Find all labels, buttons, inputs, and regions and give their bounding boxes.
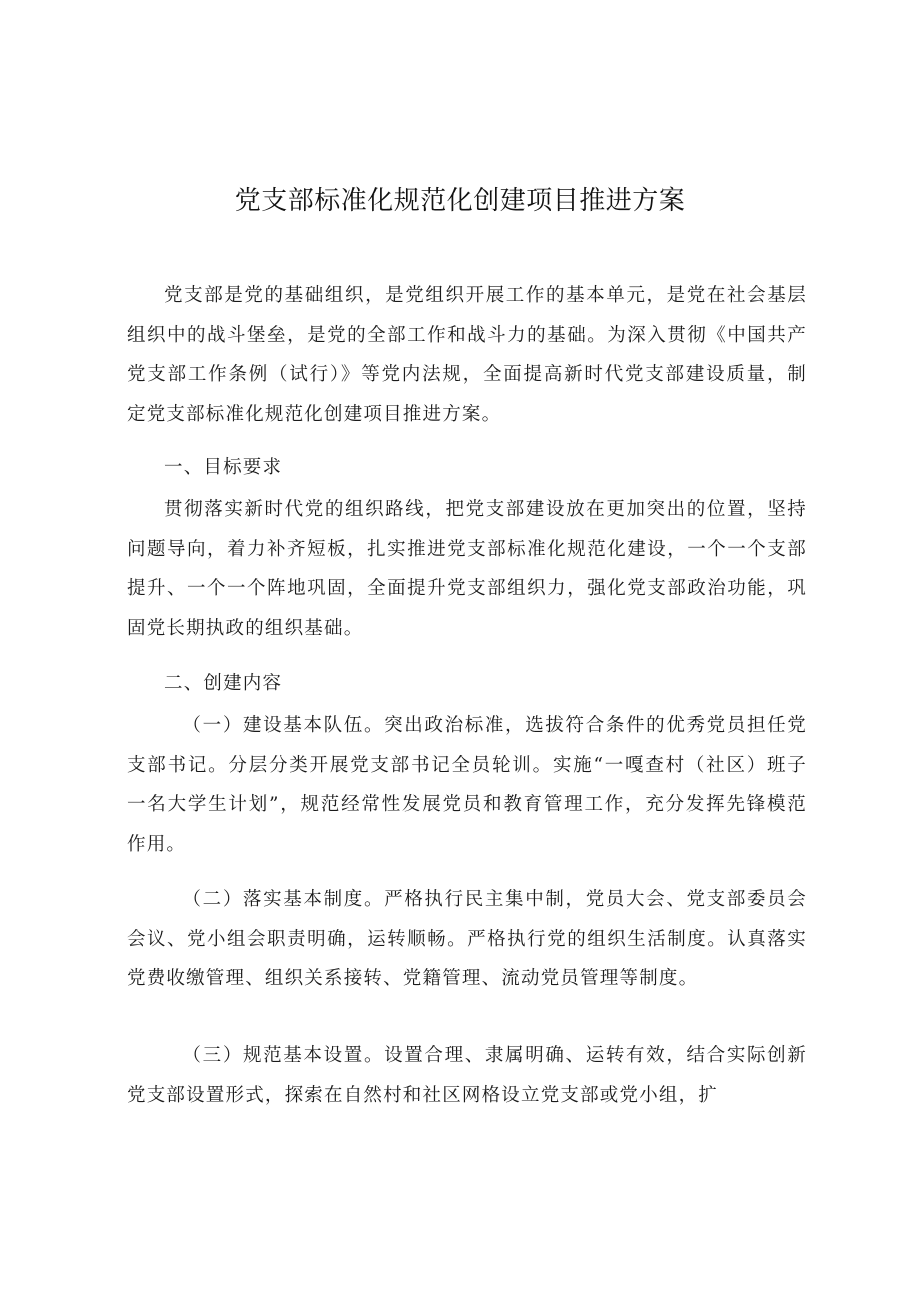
- intro-paragraph: 党支部是党的基础组织，是党组织开展工作的基本单元，是党在社会基层组织中的战斗堡垒，是党的全部工作和战斗力的基础。为深入贯彻《中国共产党支部工作条例（试行）》等党内法规，全面提高新时代党支部建设质量，制定党支部标准化规范化创建项目推进方案。: [127, 285, 807, 425]
- content-item-setup: （三）规范基本设置。设置合理、隶属明确、运转有效，结合实际创新党支部设置形式，探索在自然村和社区网格设立党支部或党小组，扩: [127, 1045, 807, 1106]
- content-item-system: （二）落实基本制度。严格执行民主集中制，党员大会、党支部委员会会议、党小组会职责明确，运转顺畅。严格执行党的组织生活制度。认真落实党费收缴管理、组织关系接转、党籍管理、流动党员管理等制度。: [127, 889, 807, 989]
- content-item-team: （一）建设基本队伍。突出政治标准，选拔符合条件的优秀党员担任党支部书记。分层分类开展党支部书记全员轮训。实施“一嘎查村（社区）班子一名大学生计划”，规范经常性发展党员和教育管理工作，充分发挥先锋模范作用。: [127, 715, 807, 855]
- section-heading-content: 二、创建内容: [164, 673, 283, 694]
- goals-paragraph: 贯彻落实新时代党的组织路线，把党支部建设放在更加突出的位置，坚持问题导向，着力补齐短板，扎实推进党支部标准化规范化建设，一个一个支部提升、一个一个阵地巩固，全面提升党支部组织力，强化党支部政治功能，巩固党长期执政的组织基础。: [127, 499, 807, 639]
- section-heading-goals: 一、目标要求: [164, 457, 283, 478]
- document-title: 党支部标准化规范化创建项目推进方案: [234, 186, 686, 216]
